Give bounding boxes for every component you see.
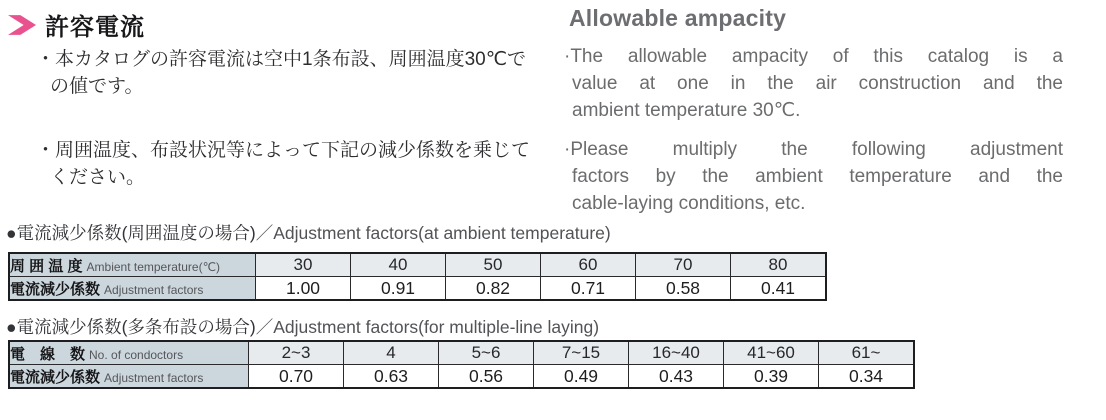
table-row-columns <box>9 341 914 365</box>
multiple-line-table <box>8 340 915 389</box>
section-label-ja: ●電流減少係数(多条布設の場合) <box>6 317 256 337</box>
text-line: value at one in the air construction and the <box>572 73 1063 94</box>
text-line: の値です。 <box>50 76 144 97</box>
intro-paragraph-en-1 <box>564 43 1063 124</box>
column-header-cell: 7~15 <box>534 341 629 365</box>
page-header-ja <box>8 7 145 42</box>
column-header-cell: 70 <box>636 253 731 277</box>
text-line: ・周囲温度、布設状況等によって下記の減少係数を乗じて <box>36 140 531 161</box>
ambient-temperature-table <box>8 252 827 301</box>
section-label-en: ／Adjustment factors(at ambient temperature) <box>255 223 611 243</box>
column-header-cell: 80 <box>731 253 827 277</box>
page-title-en: Allowable ampacity <box>569 5 787 31</box>
column-header-cell: 60 <box>541 253 636 277</box>
intro-paragraph-ja-2 <box>36 137 530 191</box>
text-line: ·The allowable ampacity of this catalog is a <box>564 46 1063 67</box>
value-cell: 0.70 <box>249 365 344 389</box>
row-header-en: Adjustment factors <box>104 370 204 385</box>
row-header-ja: 電流減少係数 <box>10 280 101 298</box>
intro-paragraph-en-2 <box>564 136 1063 217</box>
text-line: ambient temperature 30℃. <box>572 100 801 121</box>
value-cell: 0.91 <box>351 277 446 301</box>
row-header-en: No. of condoctors <box>89 347 184 362</box>
section-label-multiple-line <box>6 314 599 339</box>
value-cell: 0.63 <box>344 365 439 389</box>
column-header-cell: 61~ <box>819 341 915 365</box>
text-line: cable-laying conditions, etc. <box>572 193 806 214</box>
column-header-cell: 41~60 <box>724 341 819 365</box>
row-header-ja: 電流減少係数 <box>10 368 101 386</box>
chevron-right-icon <box>8 14 36 36</box>
value-cell: 0.58 <box>636 277 731 301</box>
value-cell: 0.34 <box>819 365 915 389</box>
row-header-en: Adjustment factors <box>104 282 204 297</box>
column-header-cell: 5~6 <box>439 341 534 365</box>
value-cell: 0.39 <box>724 365 819 389</box>
section-label-en: ／Adjustment factors(for multiple-line laying) <box>255 317 600 337</box>
row-header-cell <box>9 277 256 301</box>
intro-paragraph-ja-1 <box>36 46 526 100</box>
row-header-ja: 周 囲 温 度 <box>10 257 83 275</box>
column-header-cell: 2~3 <box>249 341 344 365</box>
value-cell: 0.82 <box>446 277 541 301</box>
row-header-cell <box>9 253 256 277</box>
text-line: ください。 <box>50 167 146 188</box>
column-header-cell: 16~40 <box>629 341 724 365</box>
row-header-cell <box>9 365 249 389</box>
text-line: ・本カタログの許容電流は空中1条布設、周囲温度30℃で <box>36 49 527 70</box>
value-cell: 0.56 <box>439 365 534 389</box>
column-header-cell: 40 <box>351 253 446 277</box>
value-cell: 0.43 <box>629 365 724 389</box>
value-cell: 0.49 <box>534 365 629 389</box>
table-row-values <box>9 365 914 389</box>
column-header-cell: 50 <box>446 253 541 277</box>
text-line: factors by the ambient temperature and the <box>572 166 1063 187</box>
column-header-cell: 30 <box>256 253 351 277</box>
row-header-cell <box>9 341 249 365</box>
row-header-en: Ambient temperature(℃) <box>86 259 221 274</box>
column-header-cell: 4 <box>344 341 439 365</box>
text-line: ·Please multiply the following adjustment <box>564 139 1063 160</box>
page-title-ja: 許容電流 <box>45 14 145 41</box>
value-cell: 0.71 <box>541 277 636 301</box>
table-row-values <box>9 277 826 301</box>
section-label-ambient-temperature <box>6 220 611 245</box>
value-cell: 0.41 <box>731 277 827 301</box>
section-label-ja: ●電流減少係数(周囲温度の場合) <box>6 223 256 243</box>
row-header-ja: 電 線 数 <box>10 345 86 363</box>
value-cell: 1.00 <box>256 277 351 301</box>
table-row-columns <box>9 253 826 277</box>
